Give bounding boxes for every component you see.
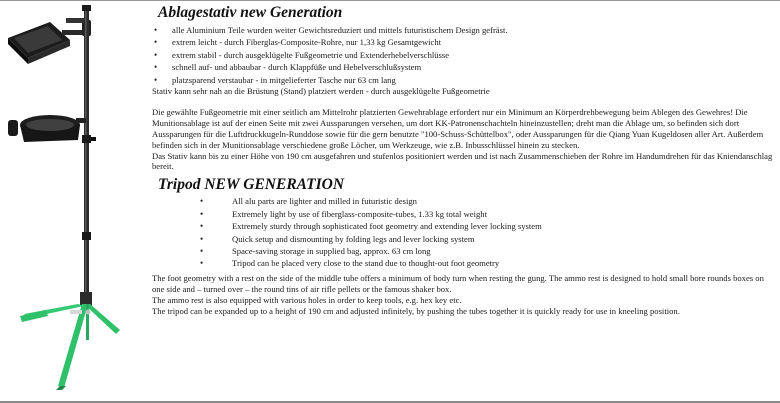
list-item: • Extremely light by use of fiberglass-composite-tubes, 1.33 kg total weight xyxy=(200,208,487,219)
bullet-icon: • xyxy=(200,233,204,244)
english-paragraph-3: The tripod can be expanded up to a height of 190 cm and adjusted infinitely, by pushing the tubes together it is quickly ready for use in kneeling position. xyxy=(152,305,680,316)
list-item: • Extremely sturdy through sophisticated foot geometry and extending lever locking system xyxy=(200,221,542,232)
middle-tube xyxy=(82,5,96,298)
ammo-rest-tray xyxy=(8,115,86,142)
tripod-product-photo xyxy=(0,0,150,403)
german-paragraph-2: Das Stativ kann bis zu einer Höhe von 190 cm ausgefahren und stufenlos positioniert werden und ist nach Zusammenschieben der Rohre im Handumdrehen für das Kniendanschlag bereit. xyxy=(152,150,773,172)
leg-hub xyxy=(80,292,92,306)
bullet-icon: • xyxy=(154,74,158,85)
list-item: • Space-saving storage in supplied bag, approx. 63 cm long xyxy=(200,246,431,256)
german-bullet-list xyxy=(152,24,774,86)
list-item: • extrem stabil - durch ausgeklügelte Fußgeometrie und Extenderhebelverschlüsse xyxy=(154,49,450,60)
bullet-icon: • xyxy=(154,37,158,48)
english-bullet-list xyxy=(152,195,774,269)
bullet-icon: • xyxy=(154,62,158,73)
bullet-icon: • xyxy=(200,258,204,269)
bullet-icon: • xyxy=(200,196,204,207)
german-section xyxy=(152,4,774,172)
list-item: • alle Aluminium Teile wurden weiter Gewichtsreduziert und mittels futuristischem Design gefräst. xyxy=(154,25,508,35)
english-title: Tripod NEW GENERATION xyxy=(158,176,345,194)
text-column xyxy=(152,4,774,316)
german-paragraph-1: Die gewählte Fußgeometrie mit einer seitlich am Mittelrohr platzierten Gewehrablage erfordert nur ein Minimum an Körperdrehbewegung beim Ablegen des Gewehres! Die Munitionsablage ist auf der einen Seite mit zwei Aussparungen versehen, um dort KK-Patronenschachteln hineinzustellen; dreht man die Ablage um, so befinden sich dort Aussparungen für die Luftdruckkugeln-Runddose sowie für die gern benutzte "100-Schuss-Schüttelbox", oder Aussparungen für die Qiang Yuan Kugeldosen aller Art. Außerdem befinden sich in der Munitionsablage verschiedene große Löcher, um Werkzeuge, wie z.B. Inbusschlüssel hinein zu stecken. xyxy=(152,106,764,150)
bullet-icon: • xyxy=(200,246,204,256)
list-item: • All alu parts are lighter and milled in futuristic design xyxy=(200,196,417,207)
bullet-icon: • xyxy=(200,221,204,232)
german-note: Stativ kann sehr nah an die Brüstung (Stand) platziert werden - durch ausgeklügelte Fußgeometrie xyxy=(152,86,490,97)
bullet-icon: • xyxy=(154,25,158,35)
list-item: • platzsparend verstaubar - in mitgelieferter Tasche nur 63 cm lang xyxy=(154,74,396,85)
list-item: • extrem leicht - durch Fiberglas-Composite-Rohre, nur 1,33 kg Gesamtgewicht xyxy=(154,37,442,48)
green-tripod-legs xyxy=(20,304,120,390)
list-item: • schnell auf- und abbaubar - durch Klappfüße und Hebelverschlußsystem xyxy=(154,62,422,73)
german-title: Ablagestativ new Generation xyxy=(158,4,343,21)
upper-rest-tray xyxy=(8,18,91,64)
list-item: • Quick setup and dismounting by folding legs and lever locking system xyxy=(200,233,475,244)
english-paragraph-1: The foot geometry with a rest on the side of the middle tube offers a minimum of body turn when resting the gung. The ammo rest is designed to hold small bore rounds boxes on one side and – turned over – the round tins of air rifle pellets or the famous shaker box. xyxy=(152,272,764,294)
bullet-icon: • xyxy=(154,49,158,60)
list-item: • Tripod can be placed very close to the stand due to thought-out foot geometry xyxy=(200,258,500,269)
bullet-icon: • xyxy=(200,208,204,219)
english-paragraph-2: The ammo rest is also equipped with various holes in order to keep tools, e.g. hex key etc. xyxy=(152,294,462,305)
english-section xyxy=(152,176,774,316)
